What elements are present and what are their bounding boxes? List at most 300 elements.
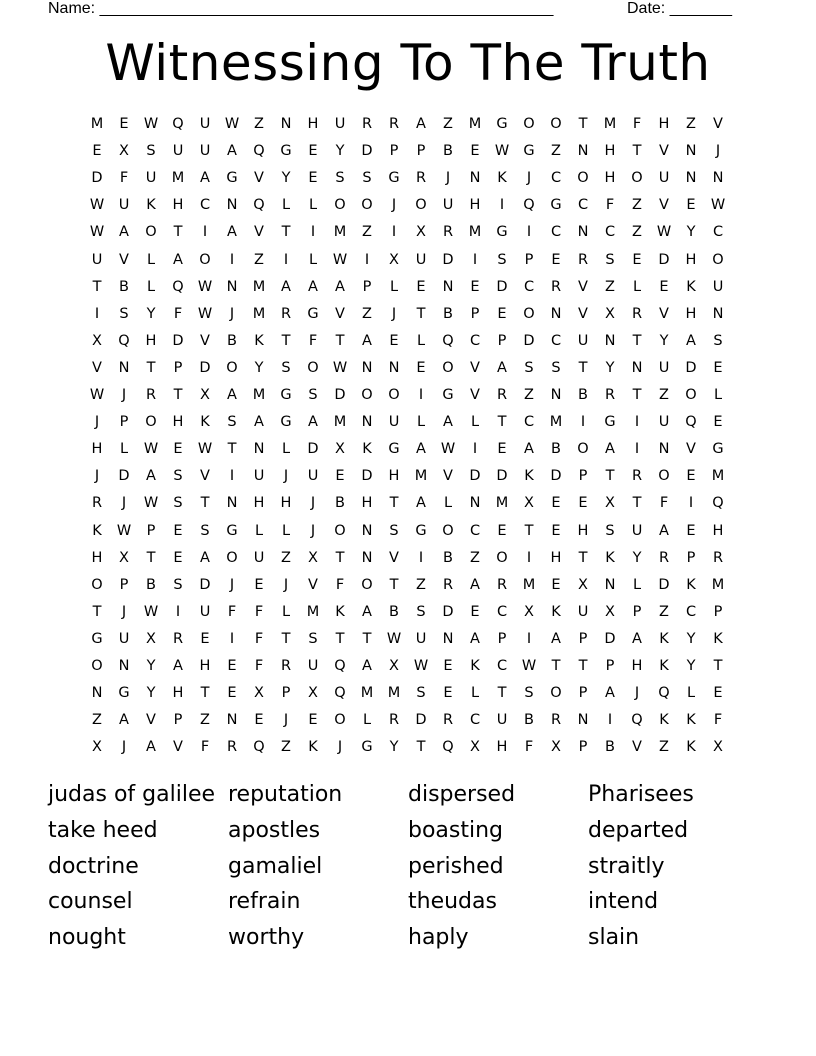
grid-letter: I (634, 414, 640, 431)
grid-letter: S (416, 603, 426, 620)
grid-letter: G (307, 305, 319, 322)
grid-letter: X (119, 143, 129, 160)
grid-letter: I (472, 251, 478, 268)
grid-letter: K (659, 658, 669, 674)
grid-letter: R (550, 278, 562, 295)
grid-letter: O (334, 522, 346, 539)
grid-letter: P (146, 522, 156, 539)
grid-letter: A (173, 658, 183, 674)
grid-letter: Z (659, 603, 669, 620)
grid-letter: N (577, 224, 589, 241)
grid-letter: C (550, 170, 562, 187)
grid-letter: V (389, 549, 399, 566)
grid-letter: A (659, 522, 669, 539)
grid-letter: V (92, 359, 102, 376)
grid-letter: J (121, 495, 127, 512)
grid-letter: M (414, 468, 428, 485)
grid-letter: P (389, 143, 399, 160)
grid-letter: D (550, 468, 562, 485)
grid-letter: E (443, 658, 453, 674)
grid-letter: E (470, 143, 480, 160)
grid-letter: J (94, 414, 100, 431)
grid-letter: N (118, 658, 130, 674)
grid-letter: X (200, 387, 210, 403)
grid-letter: G (91, 630, 103, 647)
grid-letter: H (685, 305, 697, 322)
grid-letter: H (91, 549, 103, 566)
grid-letter: S (200, 522, 210, 539)
grid-letter: Q (523, 197, 535, 214)
grid-letter: K (362, 441, 372, 458)
grid-letter: P (578, 468, 588, 485)
word-bank-item: haply (408, 925, 469, 951)
grid-letter: G (361, 739, 373, 756)
grid-letter: L (443, 495, 453, 512)
grid-letter: N (631, 359, 643, 376)
grid-letter: F (308, 332, 318, 349)
grid-letter: Z (659, 739, 669, 756)
grid-letter: C (496, 658, 508, 674)
grid-letter: K (470, 658, 480, 674)
grid-letter: S (389, 522, 399, 539)
grid-letter: S (497, 251, 507, 268)
grid-letter: W (89, 387, 105, 403)
grid-letter: F (200, 739, 210, 756)
grid-letter: V (470, 387, 480, 403)
word-bank-item: slain (588, 925, 640, 951)
grid-letter: I (526, 224, 532, 241)
grid-letter: R (604, 387, 616, 403)
grid-letter: E (551, 576, 561, 593)
grid-letter: R (631, 305, 643, 322)
grid-letter: R (226, 739, 238, 756)
grid-letter: R (280, 658, 292, 674)
grid-letter: C (496, 603, 508, 620)
grid-letter: Y (632, 549, 642, 566)
grid-letter: C (550, 332, 562, 349)
grid-letter: R (658, 549, 670, 566)
grid-letter: N (361, 414, 373, 431)
grid-letter: R (280, 305, 292, 322)
grid-letter: P (173, 359, 183, 376)
grid-letter: Y (146, 305, 156, 322)
grid-letter: N (712, 170, 724, 187)
grid-letter: Q (685, 414, 697, 431)
grid-letter: U (199, 116, 211, 132)
grid-letter: V (335, 305, 345, 322)
grid-letter: B (389, 603, 399, 620)
grid-letter: W (89, 197, 105, 214)
grid-letter: T (632, 332, 642, 349)
grid-letter: A (416, 495, 426, 512)
grid-letter: E (227, 685, 237, 702)
grid-letter: L (632, 278, 642, 295)
grid-letter: S (524, 359, 534, 376)
grid-letter: X (605, 305, 615, 322)
grid-letter: E (686, 197, 696, 214)
grid-letter: T (578, 549, 588, 566)
grid-letter: N (712, 305, 724, 322)
grid-letter: J (94, 468, 100, 485)
grid-letter: O (334, 712, 346, 729)
grid-letter: W (494, 143, 510, 160)
grid-letter: T (632, 387, 642, 403)
grid-letter: H (172, 685, 184, 702)
grid-letter: Y (686, 658, 696, 674)
grid-letter: W (413, 658, 429, 674)
grid-letter: T (632, 495, 642, 512)
grid-letter: A (632, 630, 642, 647)
grid-letter: J (310, 495, 316, 512)
grid-letter: E (497, 522, 507, 539)
grid-letter: M (306, 603, 320, 620)
grid-letter: H (172, 197, 184, 214)
grid-letter: S (416, 685, 426, 702)
grid-letter: K (335, 603, 345, 620)
grid-letter: C (685, 603, 697, 620)
grid-letter: M (387, 685, 401, 702)
grid-letter: L (308, 197, 318, 214)
grid-letter: E (497, 305, 507, 322)
word-bank-item: straitly (588, 853, 665, 879)
grid-letter: C (469, 522, 481, 539)
grid-letter: R (442, 576, 454, 593)
grid-letter: O (577, 441, 589, 458)
grid-letter: T (713, 658, 723, 674)
grid-letter: C (523, 278, 535, 295)
grid-letter: B (443, 549, 453, 566)
grid-letter: Y (389, 739, 399, 756)
grid-letter: M (333, 224, 347, 241)
grid-letter: L (470, 414, 480, 431)
grid-letter: R (172, 630, 184, 647)
grid-letter: E (416, 359, 426, 376)
grid-letter: U (199, 603, 211, 620)
grid-letter: H (604, 170, 616, 187)
grid-letter: Z (524, 387, 534, 403)
grid-letter: W (143, 441, 159, 458)
grid-letter: S (173, 468, 183, 485)
grid-letter: K (524, 468, 534, 485)
grid-letter: M (468, 116, 482, 132)
grid-letter: A (416, 441, 426, 458)
word-bank-item: counsel (48, 889, 133, 915)
grid-letter: I (472, 441, 478, 458)
grid-letter: S (173, 495, 183, 512)
grid-letter: C (604, 224, 616, 241)
grid-letter: G (280, 414, 292, 431)
grid-letter: R (145, 387, 157, 403)
grid-letter: Q (631, 712, 643, 729)
grid-letter: E (308, 712, 318, 729)
grid-letter: X (524, 495, 534, 512)
grid-letter: Z (605, 278, 615, 295)
grid-letter: H (361, 495, 373, 512)
date-field-label: Date: _______ (627, 0, 732, 17)
grid-letter: W (143, 603, 159, 620)
grid-letter: B (443, 143, 453, 160)
grid-letter: G (280, 143, 292, 160)
grid-letter: T (416, 739, 426, 756)
grid-letter: F (335, 576, 345, 593)
grid-letter: U (199, 143, 211, 160)
grid-letter: Z (92, 712, 102, 729)
grid-letter: I (526, 630, 532, 647)
grid-letter: F (632, 116, 642, 132)
grid-letter: D (442, 603, 454, 620)
grid-letter: S (713, 332, 723, 349)
grid-letter: F (227, 603, 237, 620)
grid-letter: I (364, 251, 370, 268)
grid-letter: O (361, 197, 373, 214)
grid-letter: X (416, 224, 426, 241)
grid-letter: T (281, 224, 291, 241)
grid-letter: T (281, 332, 291, 349)
word-bank-item: Pharisees (588, 782, 694, 807)
grid-letter: X (713, 739, 723, 756)
word-bank-item: perished (408, 853, 504, 879)
grid-letter: N (469, 170, 481, 187)
grid-letter: H (712, 522, 724, 539)
grid-letter: A (524, 441, 534, 458)
grid-letter: L (281, 197, 291, 214)
grid-letter: J (229, 576, 235, 593)
grid-letter: M (603, 116, 617, 132)
grid-letter: Z (362, 305, 372, 322)
grid-letter: U (577, 603, 589, 620)
grid-letter: I (607, 712, 613, 729)
grid-letter: P (281, 685, 291, 702)
grid-letter: T (578, 359, 588, 376)
grid-letter: O (334, 197, 346, 214)
grid-letter: G (496, 224, 508, 241)
grid-letter: K (92, 522, 102, 539)
grid-letter: A (146, 468, 156, 485)
grid-letter: P (578, 685, 588, 702)
grid-letter: R (442, 224, 454, 241)
grid-letter: V (254, 170, 264, 187)
grid-letter: X (389, 251, 399, 268)
grid-letter: D (172, 332, 184, 349)
grid-letter: W (116, 522, 132, 539)
grid-letter: J (715, 143, 721, 160)
grid-letter: L (119, 441, 129, 458)
grid-letter: K (686, 739, 696, 756)
grid-letter: E (92, 143, 102, 160)
grid-letter: I (526, 549, 532, 566)
grid-letter: L (713, 387, 723, 403)
grid-letter: W (143, 495, 159, 512)
grid-letter: T (146, 359, 156, 376)
grid-letter: P (497, 332, 507, 349)
grid-letter: I (283, 251, 289, 268)
grid-letter: N (118, 359, 130, 376)
grid-letter: E (389, 332, 399, 349)
grid-letter: I (94, 305, 100, 322)
grid-letter: S (281, 359, 291, 376)
grid-letter: G (415, 522, 427, 539)
word-bank-item: judas of galilee (48, 782, 216, 807)
grid-letter: V (686, 441, 696, 458)
grid-letter: K (686, 576, 696, 593)
grid-letter: J (391, 305, 397, 322)
word-bank-item: theudas (408, 889, 497, 915)
grid-letter: N (577, 712, 589, 729)
grid-letter: M (522, 576, 536, 593)
grid-letter: D (442, 251, 454, 268)
grid-letter: E (686, 468, 696, 485)
grid-letter: D (118, 468, 130, 485)
grid-letter: X (308, 685, 318, 702)
grid-letter: N (226, 712, 238, 729)
grid-letter: M (171, 170, 185, 187)
grid-letter: O (91, 576, 103, 593)
grid-letter: V (119, 251, 129, 268)
grid-letter: T (632, 143, 642, 160)
grid-letter: A (605, 685, 615, 702)
grid-letter: W (224, 116, 240, 132)
grid-letter: H (145, 332, 157, 349)
grid-letter: E (713, 414, 723, 431)
grid-letter: G (388, 170, 400, 187)
grid-letter: U (334, 116, 346, 132)
grid-letter: E (443, 685, 453, 702)
grid-letter: W (710, 197, 726, 214)
grid-letter: S (605, 251, 615, 268)
grid-letter: X (605, 603, 615, 620)
grid-letter: D (91, 170, 103, 187)
grid-letter: L (146, 251, 156, 268)
word-bank (48, 780, 768, 959)
grid-letter: C (469, 332, 481, 349)
grid-letter: V (659, 143, 669, 160)
grid-letter: Y (281, 170, 291, 187)
grid-letter: M (360, 685, 374, 702)
grid-letter: N (388, 359, 400, 376)
grid-letter: O (550, 116, 562, 132)
grid-letter: A (551, 630, 561, 647)
grid-letter: S (524, 685, 534, 702)
grid-letter: H (199, 658, 211, 674)
grid-letter: N (361, 359, 373, 376)
grid-letter: O (415, 197, 427, 214)
grid-letter: Q (658, 685, 670, 702)
grid-letter: Z (470, 549, 480, 566)
grid-letter: Y (146, 658, 156, 674)
grid-letter: Q (118, 332, 130, 349)
grid-letter: X (578, 576, 588, 593)
grid-letter: I (391, 224, 397, 241)
grid-letter: E (308, 143, 318, 160)
grid-letter: X (524, 603, 534, 620)
grid-letter: H (280, 495, 292, 512)
grid-letter: E (173, 522, 183, 539)
grid-letter: T (335, 549, 345, 566)
grid-letter: N (253, 441, 265, 458)
grid-letter: M (711, 468, 725, 485)
grid-letter: M (711, 576, 725, 593)
grid-letter: Z (551, 143, 561, 160)
grid-letter: D (469, 468, 481, 485)
grid-letter: T (497, 685, 507, 702)
grid-letter: F (254, 603, 264, 620)
grid-letter: A (173, 251, 183, 268)
grid-letter: O (685, 387, 697, 403)
grid-letter: T (551, 658, 561, 674)
grid-letter: T (146, 549, 156, 566)
grid-letter: I (310, 224, 316, 241)
grid-letter: A (119, 224, 129, 241)
grid-letter: E (308, 170, 318, 187)
grid-letter: X (551, 739, 561, 756)
grid-letter: N (604, 576, 616, 593)
grid-letter: W (332, 251, 348, 268)
grid-letter: C (199, 197, 211, 214)
grid-letter: U (496, 712, 508, 729)
word-bank-item: doctrine (48, 853, 139, 879)
grid-letter: L (281, 522, 291, 539)
grid-letter: K (497, 170, 507, 187)
word-bank-item: worthy (228, 925, 305, 951)
grid-letter: L (362, 712, 372, 729)
grid-letter: F (254, 630, 264, 647)
grid-letter: P (119, 414, 129, 431)
grid-letter: D (199, 359, 211, 376)
grid-letter: X (308, 549, 318, 566)
grid-letter: N (685, 170, 697, 187)
grid-letter: J (526, 170, 532, 187)
grid-letter: Q (334, 685, 346, 702)
grid-letter: E (470, 278, 480, 295)
grid-letter: V (173, 739, 183, 756)
grid-letter: X (254, 685, 264, 702)
grid-letter: X (146, 630, 156, 647)
grid-letter: K (659, 712, 669, 729)
grid-letter: H (550, 549, 562, 566)
grid-letter: G (442, 387, 454, 403)
grid-letter: A (308, 278, 318, 295)
word-bank-item: boasting (408, 817, 504, 843)
grid-letter: Z (443, 116, 453, 132)
grid-letter: L (416, 332, 426, 349)
grid-letter: Q (442, 739, 454, 756)
grid-letter: A (335, 278, 345, 295)
grid-letter: O (361, 576, 373, 593)
grid-letter: N (226, 278, 238, 295)
grid-letter: E (200, 630, 210, 647)
grid-letter: X (92, 332, 102, 349)
grid-letter: V (659, 197, 669, 214)
grid-letter: A (362, 332, 372, 349)
grid-letter: C (550, 224, 562, 241)
grid-letter: Y (335, 143, 345, 160)
grid-letter: E (470, 603, 480, 620)
word-bank-item: refrain (228, 889, 301, 915)
grid-letter: H (496, 739, 508, 756)
word-bank-item: gamaliel (228, 853, 323, 879)
grid-letter: T (92, 278, 102, 295)
grid-letter: Z (659, 387, 669, 403)
grid-letter: J (121, 603, 127, 620)
grid-letter: P (470, 305, 480, 322)
grid-letter: L (254, 522, 264, 539)
word-bank-item: reputation (228, 782, 343, 807)
grid-letter: K (254, 332, 264, 349)
grid-letter: F (254, 658, 264, 674)
grid-letter: D (361, 468, 373, 485)
grid-letter: W (197, 278, 213, 295)
grid-letter: H (307, 116, 319, 132)
